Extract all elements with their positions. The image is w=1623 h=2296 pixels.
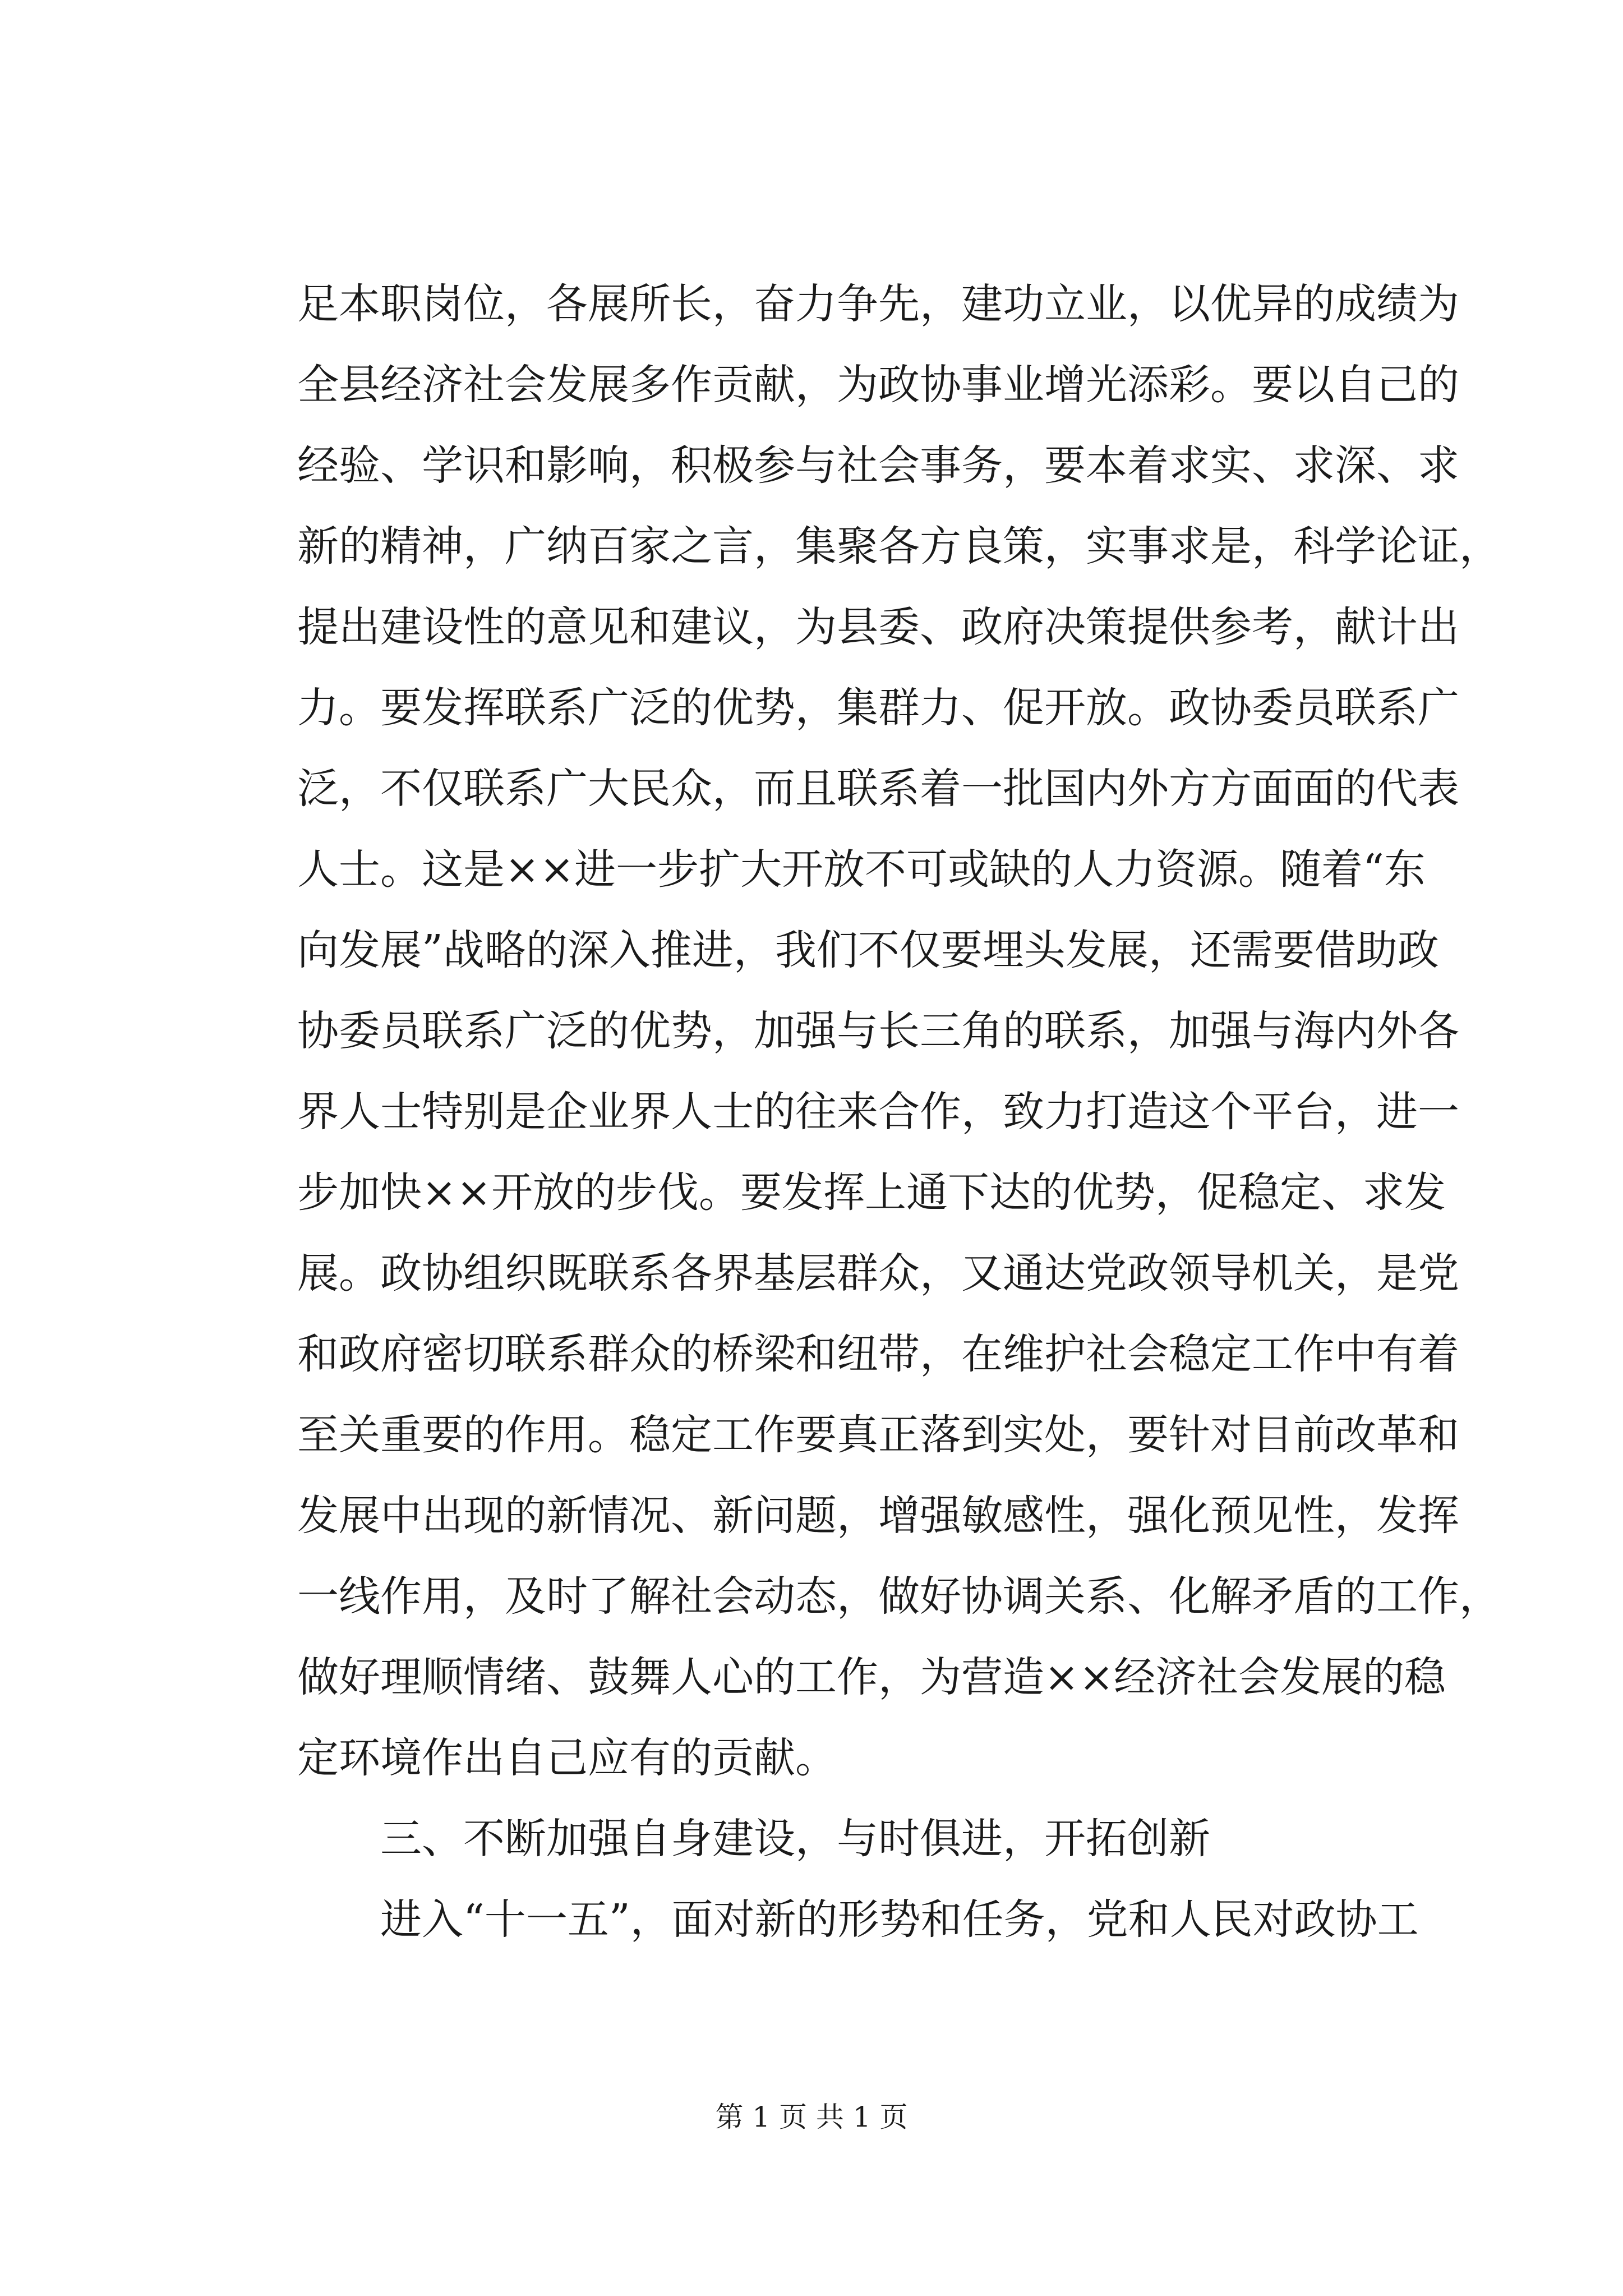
text-line: 协委员联系广泛的优势，加强与长三角的联系，加强与海内外各 (297, 1007, 1459, 1055)
text-line: 定环境作出自己应有的贡献。 (297, 1734, 837, 1782)
text-line: 一线作用，及时了解社会动态，做好协调关系、化解矛盾的工作， (297, 1572, 1501, 1621)
text-line: 至关重要的作用。稳定工作要真正落到实处，要针对目前改革和 (297, 1411, 1459, 1459)
document-body (297, 264, 1501, 1960)
text-line: 经验、学识和影响，积极参与社会事务，要本着求实、求深、求 (297, 441, 1459, 490)
text-line: 力。要发挥联系广泛的优势，集群力、促开放。政协委员联系广 (297, 684, 1459, 732)
section-heading: 三、不断加强自身建设，与时俱进，开拓创新 (380, 1815, 1210, 1863)
text-line: 和政府密切联系群众的桥梁和纽带，在维护社会稳定工作中有着 (297, 1330, 1459, 1378)
paragraph-start-line: 进入“十一五”，面对新的形势和任务，党和人民对政协工 (380, 1895, 1419, 1944)
text-line: 全县经济社会发展多作贡献，为政协事业增光添彩。要以自己的 (297, 361, 1459, 409)
page-footer (0, 2100, 1623, 2134)
text-line: 向发展”战略的深入推进，我们不仅要埋头发展，还需要借助政 (297, 926, 1439, 974)
text-line: 人士。这是××进一步扩大开放不可或缺的人力资源。随着“东 (297, 845, 1426, 894)
text-line: 足本职岗位，各展所长，奋力争先，建功立业，以优异的成绩为 (297, 280, 1459, 328)
text-line: 泛，不仅联系广大民众，而且联系着一批国内外方方面面的代表 (297, 765, 1459, 813)
text-line: 步加快××开放的步伐。要发挥上通下达的优势，促稳定、求发 (297, 1168, 1446, 1217)
text-line: 新的精神，广纳百家之言，集聚各方良策，实事求是，科学论证， (297, 522, 1501, 570)
text-line: 提出建设性的意见和建议，为县委、政府决策提供参考，献计出 (297, 603, 1459, 651)
text-line: 做好理顺情绪、鼓舞人心的工作，为营造××经济社会发展的稳 (297, 1653, 1446, 1701)
text-line: 发展中出现的新情况、新问题，增强敏感性，强化预见性，发挥 (297, 1492, 1459, 1540)
page-number-label: 第 1 页 共 1 页 (715, 2101, 908, 2133)
text-line: 界人士特别是企业界人士的往来合作，致力打造这个平台，进一 (297, 1088, 1459, 1136)
text-line: 展。政协组织既联系各界基层群众，又通达党政领导机关，是党 (297, 1249, 1459, 1297)
